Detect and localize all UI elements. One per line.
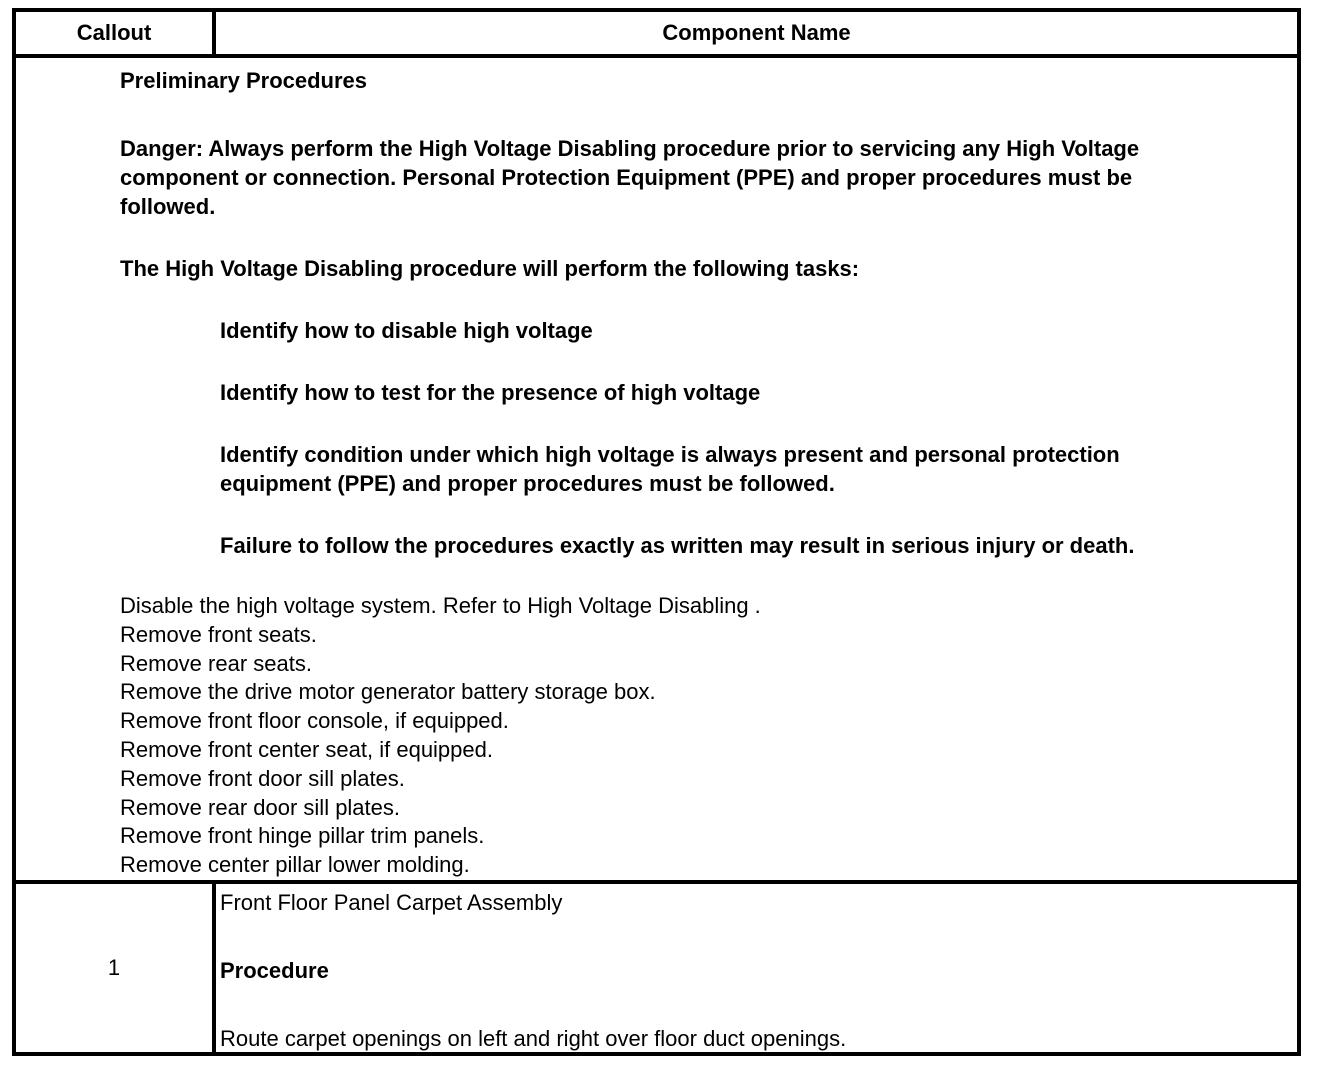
list-item: Remove front door sill plates. (120, 765, 405, 791)
task-item: Identify condition under which high voltage is always present and personal protection (220, 442, 1120, 467)
danger-line-1: Danger: Always perform the High Voltage Disabling procedure prior to servicing any High Voltage (120, 136, 1140, 161)
component-cell (216, 884, 1297, 1052)
danger-line-2: component or connection. Personal Protection Equipment (PPE) and proper procedures must be (120, 165, 1133, 190)
table-row (16, 884, 1297, 1052)
danger-line-3: followed. (120, 194, 216, 219)
preliminary-title: Preliminary Procedures (120, 68, 368, 93)
list-item: Remove front center seat, if equipped. (120, 736, 493, 762)
list-item: Remove front hinge pillar trim panels. (120, 823, 485, 849)
failure-warning: Failure to follow the procedures exactly as written may result in serious injury or death. (220, 533, 1135, 558)
callout-number: 1 (16, 884, 216, 1052)
task-item-continued: equipment (PPE) and proper procedures must be followed. (220, 471, 835, 496)
list-item: Disable the high voltage system. Refer to High Voltage Disabling . (120, 593, 761, 618)
tasks-intro: The High Voltage Disabling procedure will perform the following tasks: (120, 256, 860, 281)
task-item: Identify how to disable high voltage (220, 318, 593, 343)
task-item: Identify how to test for the presence of high voltage (220, 380, 761, 405)
procedure-text: Route carpet openings on left and right over floor duct openings. (220, 1026, 847, 1051)
component-name-column-header: Component Name (662, 20, 851, 45)
list-item: Remove front floor console, if equipped. (120, 708, 509, 734)
list-item: Remove center pillar lower molding. (120, 852, 470, 878)
list-item: Remove front seats. (120, 621, 317, 647)
list-item: Remove rear door sill plates. (120, 794, 401, 820)
list-item: Remove rear seats. (120, 650, 312, 676)
list-item: Remove the drive motor generator battery storage box. (120, 679, 656, 705)
procedure-label: Procedure (220, 958, 329, 983)
component-name: Front Floor Panel Carpet Assembly (220, 890, 563, 915)
table-header (16, 12, 1297, 58)
preliminary-procedures-section (16, 58, 1297, 884)
preliminary-steps-list (120, 592, 761, 880)
callout-column-header: Callout (16, 12, 216, 54)
component-table (12, 8, 1301, 1056)
